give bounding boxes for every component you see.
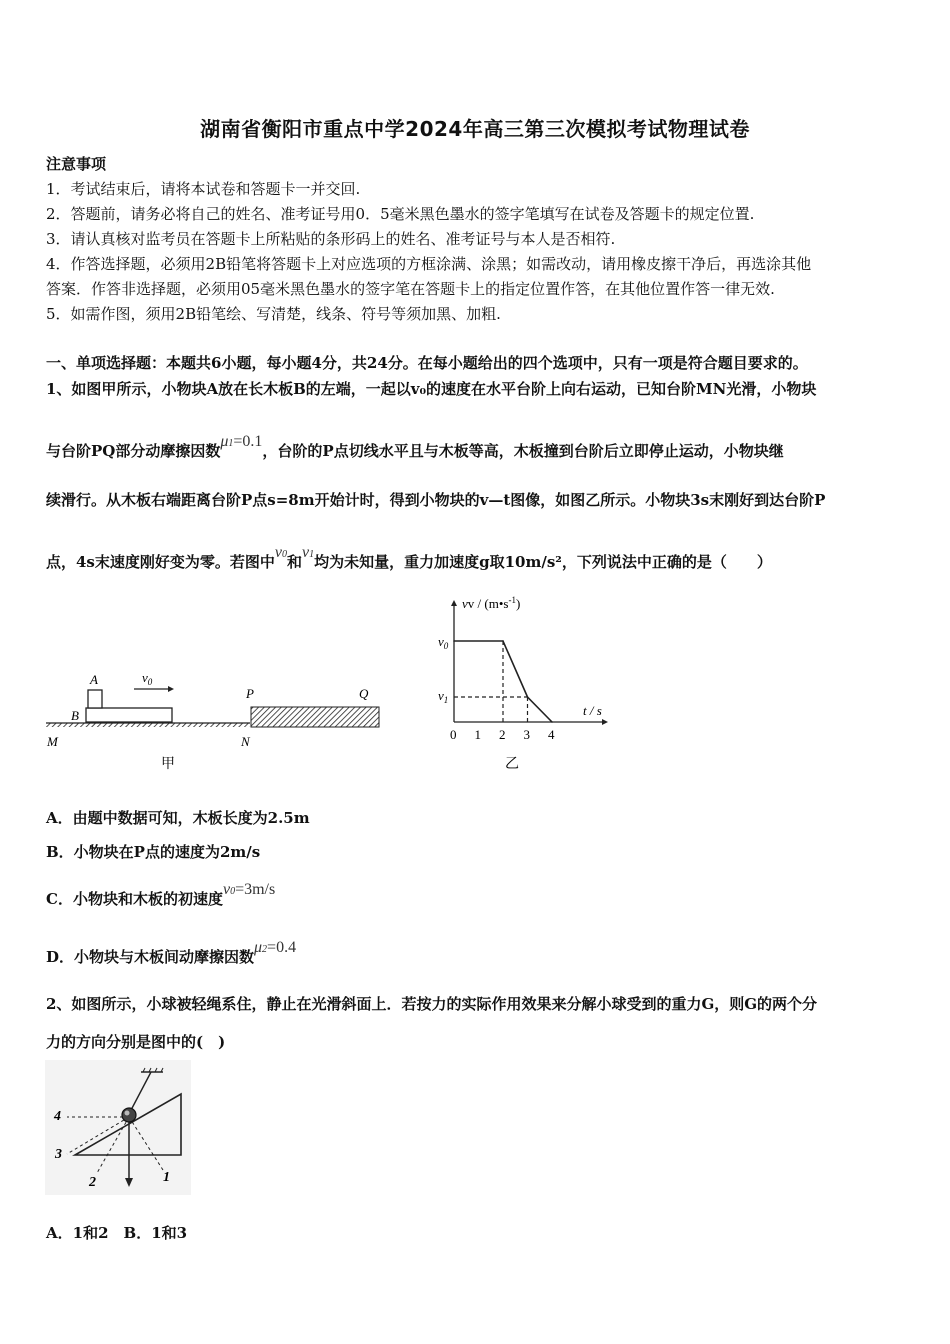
ball [122,1108,136,1122]
q1-option-d [46,939,297,967]
page-title: 湖南省衡阳市重点中学2024年高三第三次模拟考试物理试卷 [200,117,750,141]
label-q: Q [359,686,369,701]
x-tick-1: 1 [474,727,481,742]
v-symbol: v [274,544,282,561]
label-b: B [71,708,79,723]
v-sub: 1 [309,549,315,560]
q1-option-c [46,881,276,909]
y-axis-label-text: v / (m•s [467,596,509,611]
data-point-2 [527,696,529,698]
x-tick-3: 3 [523,727,530,742]
q2-line2: 力的方向分别是图中的( ) [46,1033,226,1051]
v-eq: =3m/s [235,881,276,898]
label-3: 3 [55,1147,62,1162]
v0-label: $v_0$ [142,670,153,687]
q1-line3: 续滑行。从木板右端距离台阶P点s=8m开始计时，得到小物块的v—t图像，如图乙所示。小物块3s末刚好到达台阶P [46,491,826,509]
q1-option-a: A．由题中数据可知，木板长度为2.5m [46,809,310,827]
figure-jia [40,665,390,775]
label-p: P [246,686,254,701]
label-m: M [47,734,58,749]
label-2: 2 [89,1175,96,1190]
v0-formula [223,881,275,898]
y-axis-label-end: ) [515,596,521,611]
section-heading: 一、单项选择题：本题共6小题，每小题4分，共24分。在每小题给出的四个选项中，只有一项是符合题目要求的。 [46,354,808,372]
notice-item: 答案．作答非选择题，必须用05毫米黑色墨水的签字笔在答题卡上的指定位置作答，在其他位置作答一律无效. [46,280,775,298]
mu-sub: 1 [228,438,234,449]
data-point-1 [502,640,504,642]
mu1-formula [220,433,262,450]
label-n: N [241,734,250,749]
step-pq [251,707,379,727]
q2-options: A．1和2 B．1和3 [46,1224,188,1242]
arrow-head [168,686,174,692]
x-tick-0: 0 [450,727,457,742]
vt-guides [454,641,528,722]
v-symbol: v [302,544,310,561]
x-axis-arrow [602,719,608,725]
block-a [88,690,102,708]
notice-item: 3．请认真核对监考员在答题卡上所粘贴的条形码上的姓名、准考证号与本人是否相符. [46,230,616,248]
notice-item: 2．答题前，请务必将自己的姓名、准考证号用0．5毫米黑色墨水的签字笔填写在试卷及答题卡的规定位置. [46,205,755,223]
caption-jia: 甲 [161,757,175,772]
q1-line4b: 和 [287,553,303,571]
x-tick-4: 4 [548,727,555,742]
y-tick-v0: $v_0$ [438,634,449,651]
q1-line2a: 与台阶PQ部分动摩擦因数 [46,442,221,460]
data-point-0 [453,640,455,642]
q2-line1: 2、如图所示，小球被轻绳系住，静止在光滑斜面上．若按力的实际作用效果来分解小球受到的重力G，则G的两个分 [46,995,818,1013]
v-sub: 0 [282,549,287,560]
q1-line2b: ，台阶的P点切线水平且与木板等高，木板撞到台阶后立即停止运动，小物块继 [262,442,784,460]
figure-yi-chart [430,590,620,780]
mu-sub: 2 [262,944,268,955]
mu-symbol: μ [254,939,263,956]
v-sub: 0 [230,886,236,897]
q1-line1: 1、如图甲所示，小物块A放在长木板B的左端，一起以v₀的速度在水平台阶上向右运动，已知台阶MN光滑，小物块 [46,380,817,398]
x-axis-label: t / s [583,703,602,718]
board-b [86,708,172,722]
v-symbol: v [222,881,231,898]
q1-line4 [46,544,772,572]
q1-line4a: 点，4s末速度刚好变为零。若图中 [46,553,275,571]
v0-symbol [275,544,287,561]
y-axis-label: vv / $(m•s^{-1})$ [462,595,521,611]
y-axis-arrow [451,600,457,606]
mu-eq: =0.4 [267,939,297,956]
mu-symbol: μ [220,433,229,450]
figure-incline [45,1060,191,1195]
label-4: 4 [54,1109,61,1124]
option-c-text: C．小物块和木板的初速度 [46,890,223,908]
label-a: A [90,672,98,687]
mu-eq: =0.1 [233,433,263,450]
y-axis-label-sup: -1 [508,595,516,605]
notice-item: 4．作答选择题，必须用2B铅笔将答题卡上对应选项的方框涂满、涂黑；如需改动，请用橡皮擦干净后，再选涂其他 [46,255,812,273]
option-d-text: D．小物块与木板间动摩擦因数 [46,948,255,966]
v1-symbol [302,544,314,561]
series-line [454,641,552,722]
notice-item: 1．考试结束后，请将本试卷和答题卡一并交回. [46,180,361,198]
mu2-formula [254,939,296,956]
vt-series [453,640,553,723]
label-1: 1 [163,1170,170,1185]
y-tick-v1: $v_1$ [438,688,449,705]
caption-yi: 乙 [505,757,519,772]
notice-heading: 注意事项 [46,155,107,173]
q1-option-b: B．小物块在P点的速度为2m/s [46,843,261,861]
notice-item: 5．如需作图，须用2B铅笔绘、写清楚，线条、符号等须加黑、加粗. [46,305,501,323]
data-point-3 [551,721,553,723]
x-tick-labels [450,727,555,742]
q1-line2 [46,433,784,461]
q1-line4c: 均为未知量，重力加速度g取10m/s²，下列说法中正确的是（ ） [314,553,772,571]
x-tick-2: 2 [499,727,506,742]
